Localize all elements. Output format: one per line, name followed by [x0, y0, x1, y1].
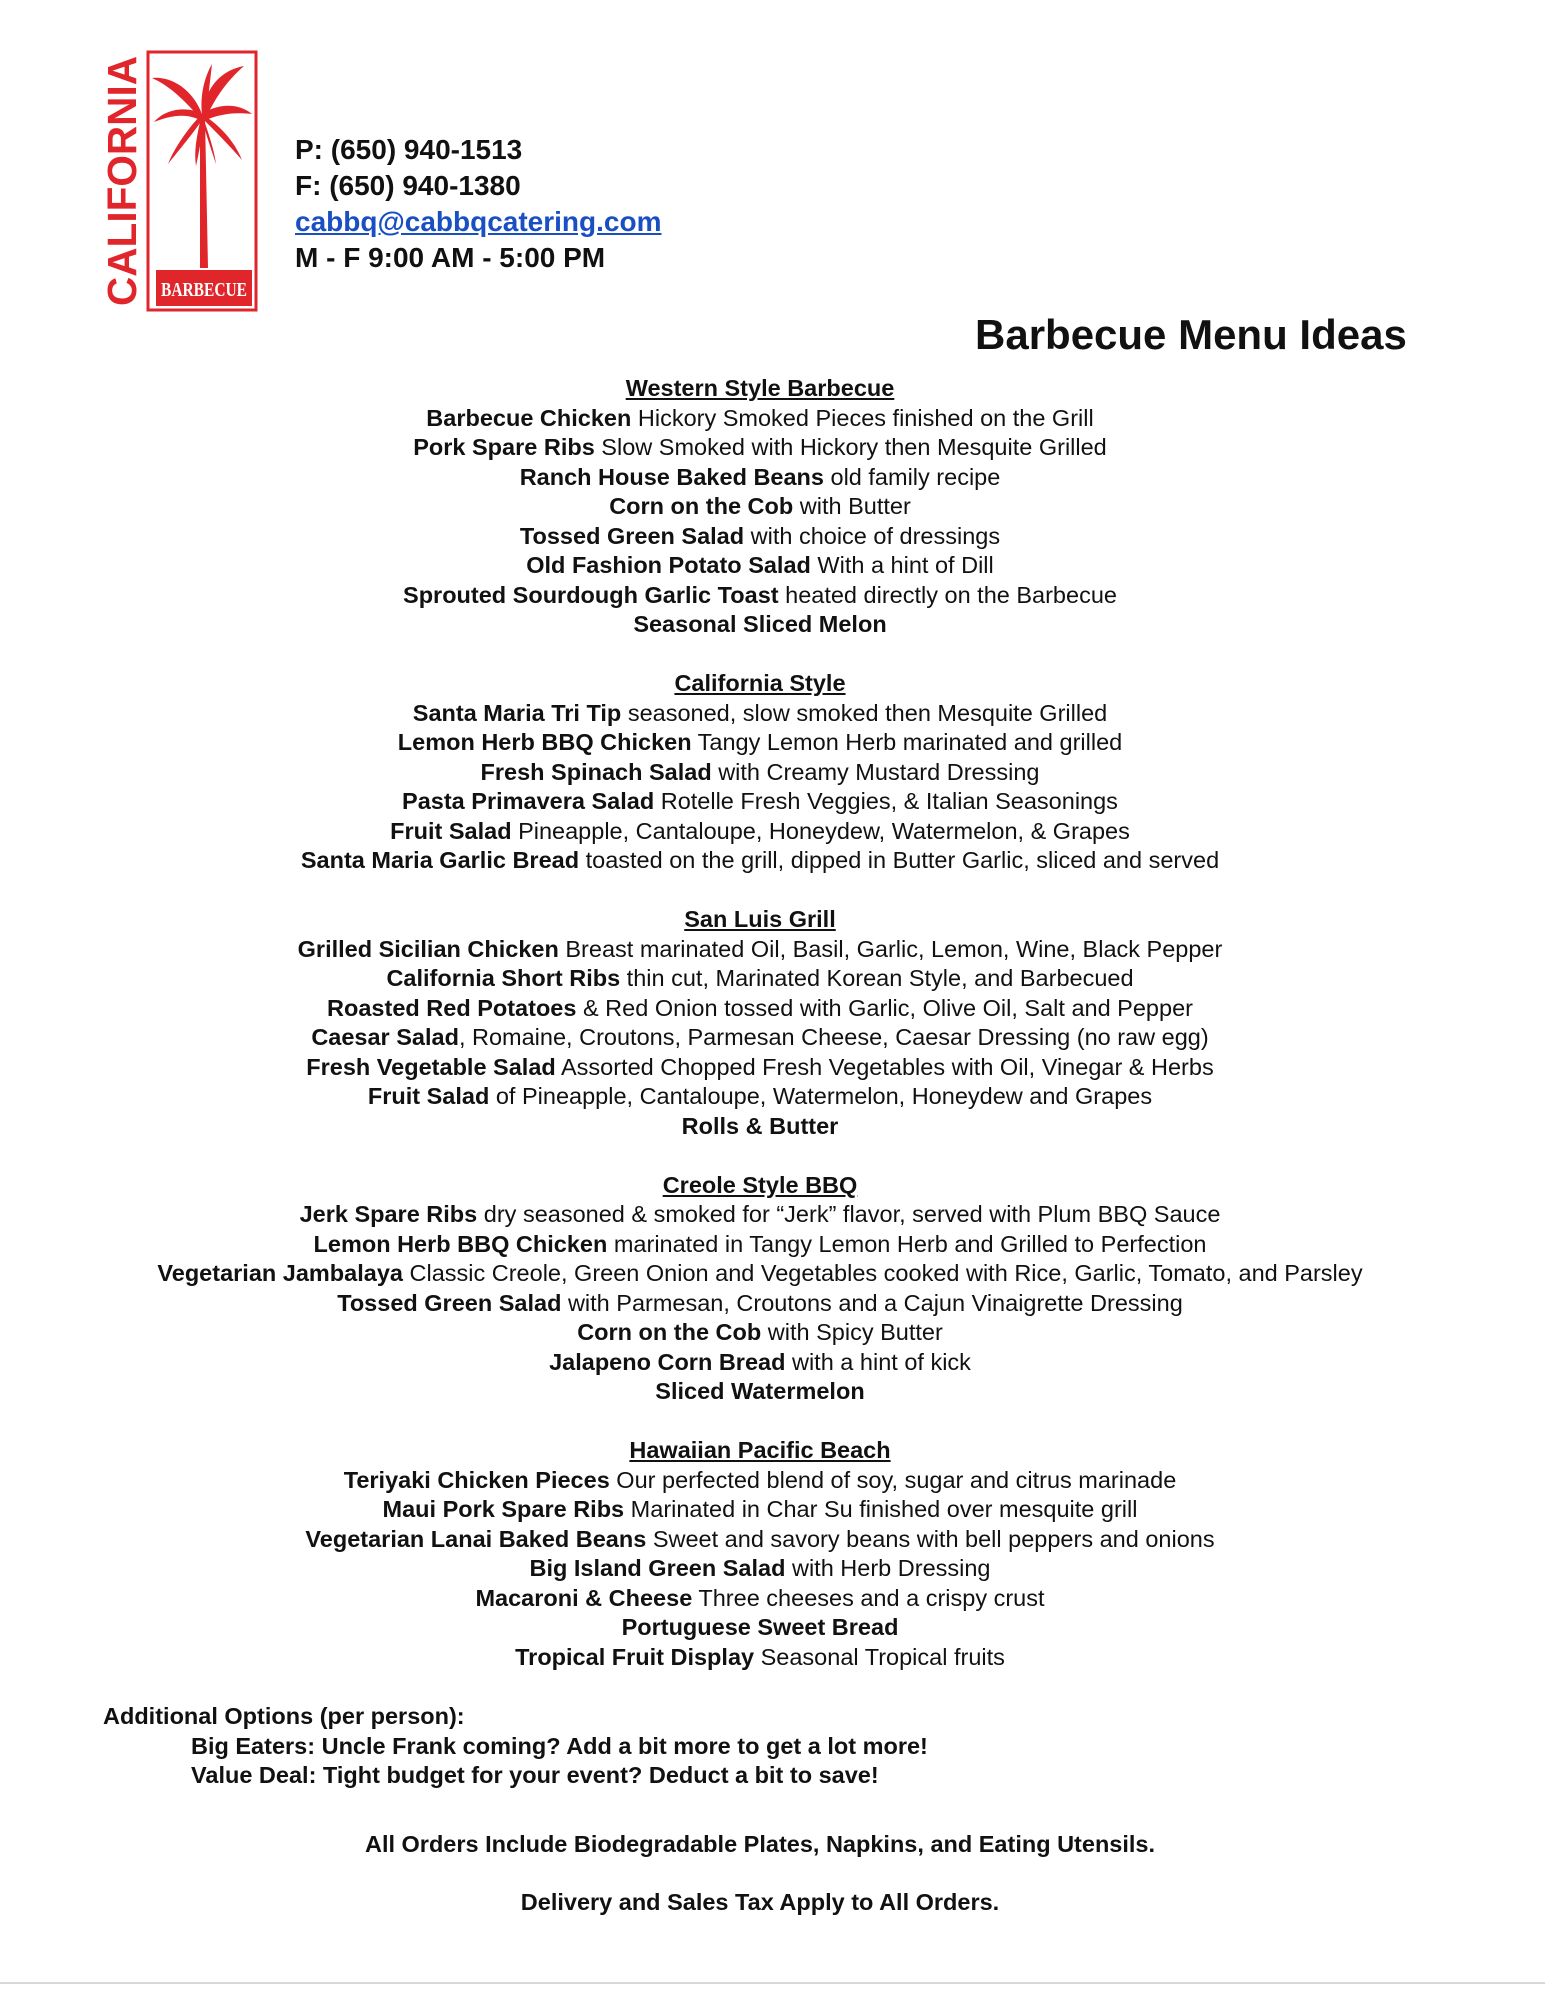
- item-name: Fruit Salad: [367, 1083, 490, 1109]
- logo-subtitle: BARBECUE: [161, 279, 247, 301]
- item-description: Tangy Lemon Herb marinated and grilled: [691, 729, 1123, 755]
- email-link[interactable]: cabbq@cabbqcatering.com: [295, 206, 662, 237]
- section-title: San Luis Grill: [684, 906, 836, 932]
- menu-item: [0, 610, 1520, 640]
- phone-number: P: (650) 940-1513: [295, 134, 523, 165]
- item-name: Sliced Watermelon: [655, 1378, 865, 1404]
- item-description: with Spicy Butter: [761, 1319, 943, 1345]
- menu-item: [0, 846, 1520, 876]
- contact-info: [295, 132, 662, 276]
- menu-item: [0, 1466, 1520, 1496]
- menu-item: [0, 1289, 1520, 1319]
- footer-note-tax: Delivery and Sales Tax Apply to All Orders.: [520, 1889, 1000, 1915]
- option-big-eaters: Big Eaters: Uncle Frank coming? Add a bit more to get a lot more!: [191, 1732, 928, 1759]
- item-description: old family recipe: [823, 463, 1001, 490]
- item-name: Roasted Red Potatoes: [327, 994, 577, 1021]
- item-name: Grilled Sicilian Chicken: [297, 935, 559, 962]
- item-name: Rolls & Butter: [681, 1112, 839, 1139]
- menu-item: [0, 964, 1520, 994]
- item-name: Old Fashion Potato Salad: [526, 552, 811, 578]
- menu-section-california: [0, 669, 1520, 876]
- item-description: Our perfected blend of soy, sugar and citrus marinade: [609, 1466, 1177, 1493]
- item-name: Santa Maria Tri Tip: [412, 699, 622, 726]
- item-description: seasoned, slow smoked then Mesquite Grilled: [621, 699, 1108, 726]
- additional-options-heading: Additional Options (per person):: [103, 1703, 465, 1729]
- item-description: with a hint of kick: [785, 1348, 971, 1375]
- menu-item: [0, 1259, 1520, 1289]
- menu-item: [0, 1023, 1520, 1053]
- menu-item: [0, 1318, 1520, 1348]
- menu-item: [0, 758, 1520, 788]
- section-title: Creole Style BBQ: [662, 1171, 858, 1198]
- menu-item: [0, 787, 1520, 817]
- item-name: Lemon Herb BBQ Chicken: [313, 1230, 608, 1257]
- menu-item: [0, 463, 1520, 493]
- item-description: Assorted Chopped Fresh Vegetables with Oil, Vinegar & Herbs: [555, 1053, 1214, 1080]
- menu-item: [0, 404, 1520, 434]
- item-description: with Butter: [793, 493, 911, 519]
- item-name: Santa Maria Garlic Bread: [300, 847, 580, 873]
- menu-item: [0, 1643, 1520, 1673]
- item-description: toasted on the grill, dipped in Butter Garlic, sliced and served: [579, 847, 1220, 873]
- item-description: Marinated in Char Su finished over mesquite grill: [624, 1496, 1138, 1522]
- item-name: Big Island Green Salad: [529, 1555, 786, 1581]
- menu-item: [0, 433, 1520, 463]
- item-name: Jerk Spare Ribs: [299, 1201, 478, 1227]
- menu-item: [0, 1525, 1520, 1555]
- menu-item: [0, 1554, 1520, 1584]
- item-name: Tropical Fruit Display: [515, 1643, 755, 1670]
- menu-item: [0, 994, 1520, 1024]
- item-description: Sweet and savory beans with bell peppers and onions: [646, 1525, 1215, 1552]
- item-description: , Romaine, Croutons, Parmesan Cheese, Caesar Dressing (no raw egg): [458, 1024, 1209, 1050]
- item-description: Seasonal Tropical fruits: [754, 1643, 1005, 1670]
- menu-item: [0, 1495, 1520, 1525]
- item-description: dry seasoned & smoked for “Jerk” flavor, served with Plum BBQ Sauce: [477, 1201, 1221, 1227]
- item-name: Corn on the Cob: [609, 493, 794, 519]
- item-name: Vegetarian Lanai Baked Beans: [305, 1525, 647, 1552]
- menu-item: [0, 728, 1520, 758]
- item-name: Pork Spare Ribs: [413, 434, 595, 460]
- california-barbecue-logo: [96, 48, 260, 316]
- item-name: Jalapeno Corn Bread: [549, 1348, 786, 1375]
- item-description: Hickory Smoked Pieces finished on the Grill: [631, 404, 1094, 431]
- menu-item: [0, 699, 1520, 729]
- item-description: thin cut, Marinated Korean Style, and Barbecued: [620, 965, 1134, 991]
- menu-section-creole: [0, 1171, 1520, 1407]
- item-description: Slow Smoked with Hickory then Mesquite Grilled: [594, 434, 1107, 460]
- item-name: Portuguese Sweet Bread: [621, 1614, 899, 1640]
- section-title: Western Style Barbecue: [625, 375, 895, 401]
- item-description: Pineapple, Cantaloupe, Honeydew, Watermelon, & Grapes: [511, 817, 1130, 844]
- option-value-deal: Value Deal: Tight budget for your event? Deduct a bit to save!: [191, 1762, 879, 1788]
- item-name: Sprouted Sourdough Garlic Toast: [403, 581, 779, 608]
- item-description: Breast marinated Oil, Basil, Garlic, Lemon, Wine, Black Pepper: [558, 935, 1223, 962]
- item-name: Caesar Salad: [311, 1024, 459, 1050]
- page-bottom-divider: [0, 1982, 1545, 1984]
- section-title: Hawaiian Pacific Beach: [629, 1437, 891, 1463]
- menu-item: [0, 1230, 1520, 1260]
- page-title: Barbecue Menu Ideas: [975, 311, 1407, 358]
- menu-item: [0, 1613, 1520, 1643]
- additional-options: [103, 1702, 928, 1791]
- menu-sections: [0, 374, 1520, 1702]
- item-name: Fresh Spinach Salad: [480, 758, 712, 785]
- item-description: Classic Creole, Green Onion and Vegetables cooked with Rice, Garlic, Tomato, and Parsley: [402, 1260, 1363, 1286]
- item-name: Barbecue Chicken: [426, 404, 632, 431]
- item-description: marinated in Tangy Lemon Herb and Grilled to Perfection: [607, 1230, 1207, 1257]
- item-name: Pasta Primavera Salad: [402, 788, 655, 814]
- item-name: Ranch House Baked Beans: [519, 463, 824, 490]
- menu-item: [0, 1584, 1520, 1614]
- menu-item: [0, 1053, 1520, 1083]
- item-name: California Short Ribs: [386, 965, 621, 991]
- palm-tree-logo-icon: [96, 48, 260, 316]
- item-description: Rotelle Fresh Veggies, & Italian Seasonings: [654, 788, 1118, 814]
- item-name: Macaroni & Cheese: [475, 1584, 693, 1611]
- item-description: with choice of dressings: [744, 522, 1001, 549]
- item-description: with Parmesan, Croutons and a Cajun Vinaigrette Dressing: [561, 1289, 1183, 1316]
- menu-item: [0, 1082, 1520, 1112]
- menu-item: [0, 522, 1520, 552]
- item-name: Lemon Herb BBQ Chicken: [397, 729, 692, 755]
- item-description: with Creamy Mustard Dressing: [711, 758, 1040, 785]
- menu-item: [0, 581, 1520, 611]
- item-name: Seasonal Sliced Melon: [633, 611, 887, 637]
- menu-item: [0, 817, 1520, 847]
- item-name: Tossed Green Salad: [337, 1289, 562, 1316]
- item-name: Maui Pork Spare Ribs: [382, 1496, 625, 1522]
- item-description: heated directly on the Barbecue: [778, 581, 1117, 608]
- menu-section-hawaiian: [0, 1436, 1520, 1672]
- menu-item: [0, 935, 1520, 965]
- item-name: Teriyaki Chicken Pieces: [343, 1466, 610, 1493]
- footer-note-utensils: All Orders Include Biodegradable Plates, Napkins, and Eating Utensils.: [364, 1831, 1156, 1857]
- item-name: Vegetarian Jambalaya: [157, 1260, 403, 1286]
- item-description: & Red Onion tossed with Garlic, Olive Oil, Salt and Pepper: [576, 994, 1193, 1021]
- item-name: Tossed Green Salad: [519, 522, 745, 549]
- menu-section-western: [0, 374, 1520, 640]
- menu-item: [0, 551, 1520, 581]
- item-description: with Herb Dressing: [785, 1555, 991, 1581]
- menu-section-san-luis: [0, 905, 1520, 1141]
- item-description: of Pineapple, Cantaloupe, Watermelon, Honeydew and Grapes: [489, 1083, 1153, 1109]
- menu-item: [0, 1377, 1520, 1407]
- item-name: Fruit Salad: [390, 817, 512, 844]
- item-name: Corn on the Cob: [577, 1319, 762, 1345]
- item-name: Fresh Vegetable Salad: [306, 1053, 556, 1080]
- section-title: California Style: [674, 670, 846, 696]
- menu-item: [0, 1348, 1520, 1378]
- item-description: With a hint of Dill: [810, 552, 994, 578]
- fax-number: F: (650) 940-1380: [295, 170, 521, 201]
- menu-item: [0, 1112, 1520, 1142]
- menu-item: [0, 1200, 1520, 1230]
- logo-wordmark: CALIFORNIA: [99, 53, 145, 306]
- menu-item: [0, 492, 1520, 522]
- item-description: Three cheeses and a crispy crust: [692, 1584, 1045, 1611]
- business-hours: M - F 9:00 AM - 5:00 PM: [295, 242, 606, 273]
